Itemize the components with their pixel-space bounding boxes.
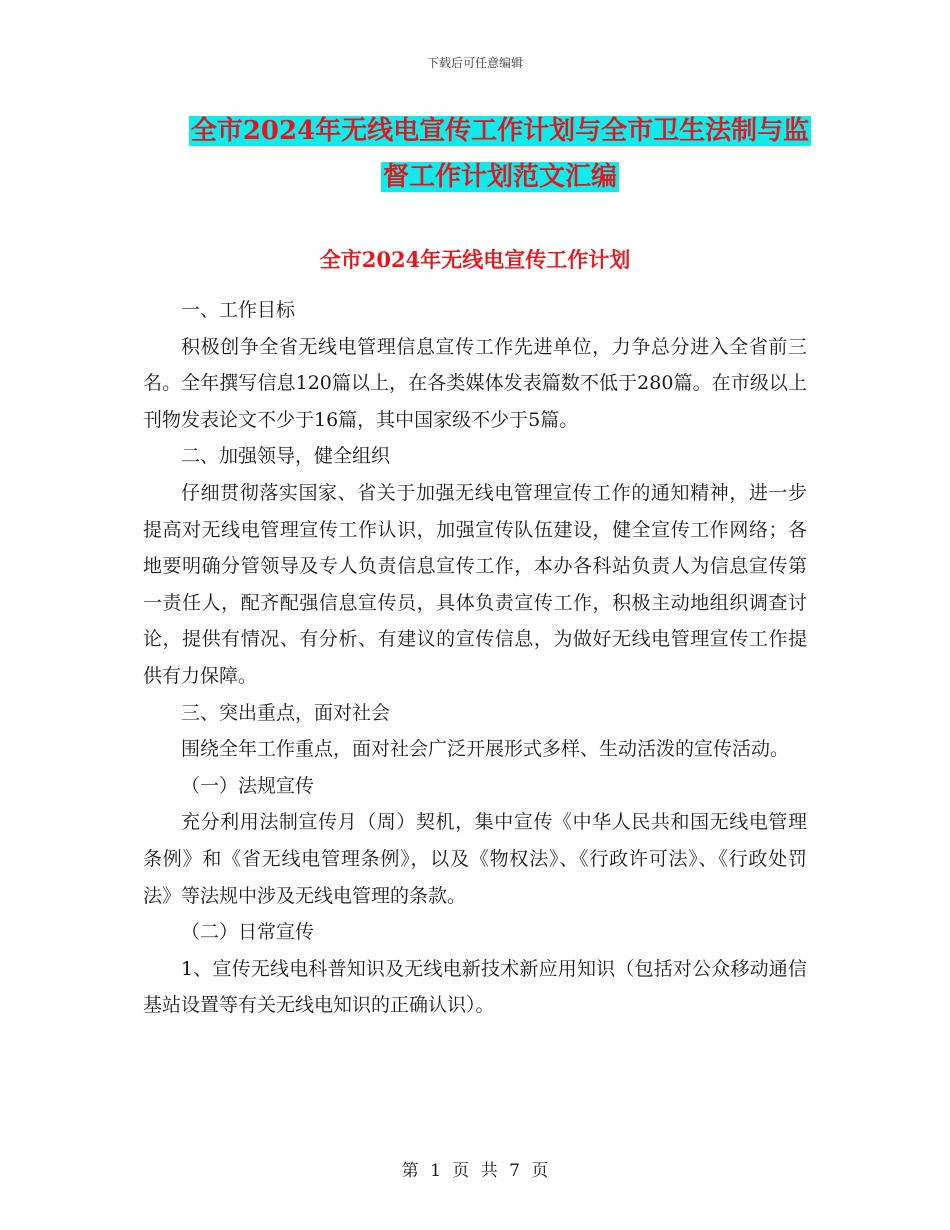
paragraph-regulation-publicity: 充分利用法制宣传月（周）契机，集中宣传《中华人民共和国无线电管理条例》和《省无线电管理条例》，以及《物权法》、《行政许可法》、《行政处罚法》等法规中涉及无线电管理的条款。: [143, 811, 807, 907]
document-title: [140, 108, 860, 200]
page-footer-number: 第 1 页 共 7 页: [401, 1161, 549, 1181]
heading-leadership: 二、加强领导，健全组织: [181, 445, 391, 468]
paragraph-focus: 围绕全年工作重点，面对社会广泛开展形式多样、生动活泼的宣传活动。: [181, 738, 790, 761]
section-title: 全市2024年无线电宣传工作计划: [319, 247, 631, 272]
document-title-line-1: 全市2024年无线电宣传工作计划与全市卫生法制与监: [190, 116, 810, 146]
heading-regulation-publicity: （一）法规宣传: [181, 774, 315, 797]
heading-work-goals: 一、工作目标: [181, 299, 296, 321]
page-header-note: 下载后可任意编辑: [426, 56, 523, 70]
document-title-line-2: 督工作计划范文汇编: [382, 162, 617, 192]
paragraph-leadership: 仔细贯彻落实国家、省关于加强无线电管理宣传工作的通知精神，进一步提高对无线电管理宣传工作认识，加强宣传队伍建设，健全宣传工作网络；各地要明确分管领导及专人负责信息宣传工作，本办各科站负责人为信息宣传第一责任人，配齐配强信息宣传员，具体负责宣传工作，积极主动地组织调查讨论，提供有情况、有分析、有建议的宣传信息，为做好无线电管理宣传工作提供有力保障。: [143, 481, 807, 687]
paragraph-daily-publicity-1: 1、宣传无线电科普知识及无线电新技术新应用知识（包括对公众移动通信基站设置等有关无线电知识的正确认识）。: [143, 957, 807, 1017]
paragraph-work-goals: 积极创争全省无线电管理信息宣传工作先进单位，力争总分进入全省前三名。全年撰写信息120篇以上，在各类媒体发表篇数不低于280篇。在市级以上刊物发表论文不少于16篇，其中国家级不少于5篇。: [143, 335, 807, 431]
heading-daily-publicity: （二）日常宣传: [181, 921, 315, 944]
document-body: [143, 292, 807, 1024]
heading-focus: 三、突出重点，面对社会: [181, 701, 391, 724]
